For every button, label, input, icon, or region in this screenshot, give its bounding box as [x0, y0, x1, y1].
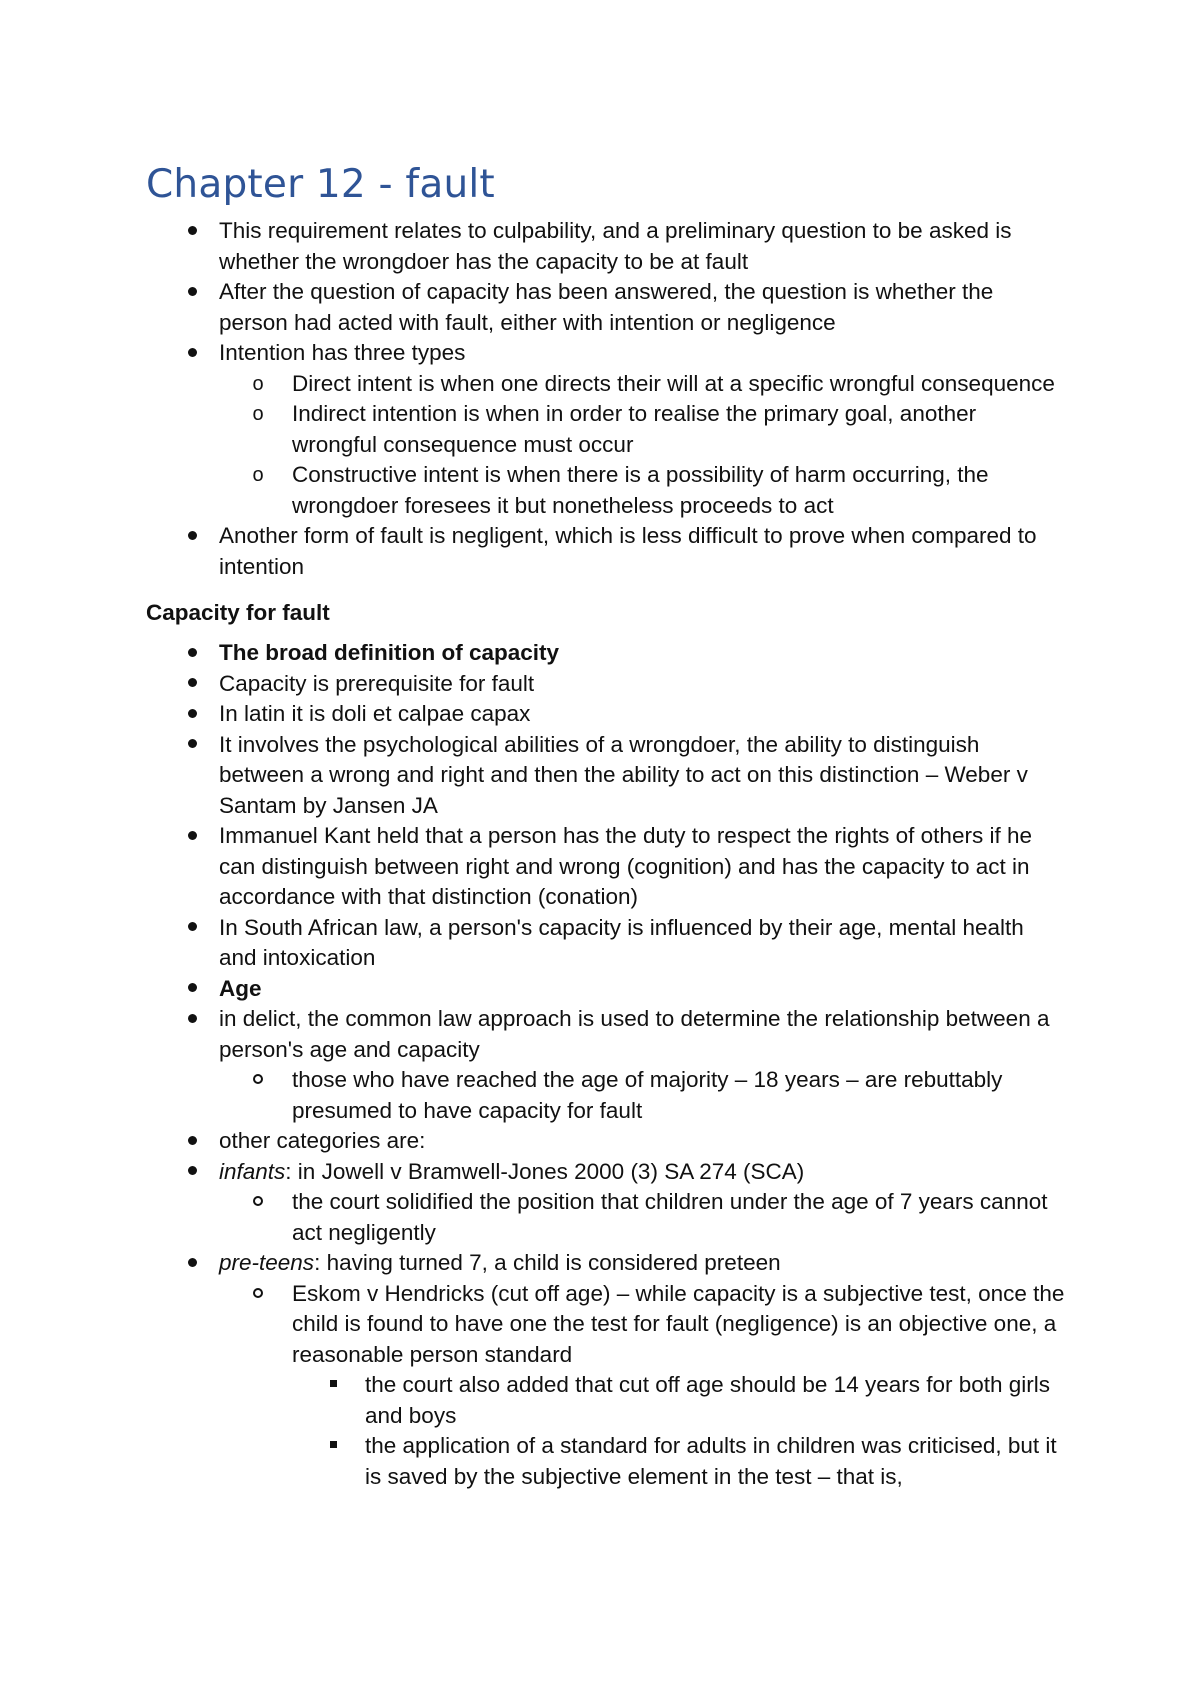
square-bullet-icon	[326, 1370, 340, 1401]
age-sublist	[219, 1065, 1066, 1126]
list-item: other categories are:	[146, 1126, 1066, 1157]
bullet-icon	[185, 338, 199, 369]
chapter-title: Chapter 12 - fault	[146, 162, 495, 207]
bullet-icon	[185, 699, 199, 730]
list-item: o Indirect intention is when in order to realise the primary goal, another wrongful consequence must occur	[252, 401, 977, 457]
list-item: In latin it is doli et calpae capax	[146, 699, 1066, 730]
list-item: After the question of capacity has been answered, the question is whether the person had acted with fault, either with intention or negligence	[146, 277, 1066, 338]
ring-bullet-icon	[251, 1065, 265, 1096]
list-item: In South African law, a person's capacity is influenced by their age, mental health and intoxication	[146, 913, 1066, 974]
hollow-bullet-icon: o	[252, 464, 264, 486]
list-item: Eskom v Hendricks (cut off age) – while capacity is a subjective test, once the child is found to have one the test for fault (negligence) is an objective one, a reasonable person standard the court also added that cut off age should be 14 years for both girls and boys the application of a standard for adults in children was criticised, but it is saved by the subjective element in the test – that is,	[219, 1279, 1066, 1493]
section-heading: Capacity for fault	[146, 600, 330, 625]
intention-types-list	[219, 369, 1066, 522]
list-item: o Constructive intent is when there is a possibility of harm occurring, the wrongdoer foresees it but nonetheless proceeds to act	[252, 462, 989, 518]
list-item: in delict, the common law approach is used to determine the relationship between a person's age and capacity those who have reached the age of majority – 18 years – are rebuttably presumed to have capacity for fault	[146, 1004, 1066, 1126]
list-item: those who have reached the age of majority – 18 years – are rebuttably presumed to have capacity for fault	[219, 1065, 1066, 1126]
list-item: Age	[146, 974, 1066, 1005]
bullet-icon	[185, 974, 199, 1005]
eskom-sublist	[292, 1370, 1066, 1492]
list-item: infants: in Jowell v Bramwell-Jones 2000 (3) SA 274 (SCA) the court solidified the position that children under the age of 7 years cannot act negligently	[146, 1157, 1066, 1249]
document-page	[146, 160, 1066, 1492]
list-item: Another form of fault is negligent, which is less difficult to prove when compared to intention	[146, 521, 1066, 582]
ring-bullet-icon	[251, 1279, 265, 1310]
list-item: Intention has three types o Direct intent is when one directs their will at a specific wrongful consequence o Indirect intention is when in order to realise the primary goal, another wrongful consequence must occur o Constructive intent is when there is a possibility of harm occurring, the wrongdoer foresees it but nonetheless proceeds to act	[146, 338, 1066, 521]
bullet-icon	[185, 216, 199, 247]
bullet-icon	[185, 821, 199, 852]
bullet-icon	[185, 277, 199, 308]
preteens-sublist	[219, 1279, 1066, 1493]
list-item: the court also added that cut off age should be 14 years for both girls and boys	[292, 1370, 1066, 1431]
list-item: The broad definition of capacity	[146, 638, 1066, 669]
bullet-icon	[185, 1248, 199, 1279]
list-item: It involves the psychological abilities of a wrongdoer, the ability to distinguish between a wrong and right and then the ability to act on this distinction – Weber v Santam by Jansen JA	[146, 730, 1066, 822]
list-item: This requirement relates to culpability, and a preliminary question to be asked is whether the wrongdoer has the capacity to be at fault	[146, 216, 1066, 277]
capacity-list	[146, 638, 1066, 1492]
list-item: pre-teens: having turned 7, a child is considered preteen Eskom v Hendricks (cut off age) – while capacity is a subjective test, once the child is found to have one the test for fault (negligence) is an objective one, a reasonable person standard the court also added that cut off age should be 14 years for both girls and boys the application of a standard for adults in children was criticised, but it is saved by the subjective element in the test – that is,	[146, 1248, 1066, 1492]
bullet-icon	[185, 1126, 199, 1157]
ring-bullet-icon	[251, 1187, 265, 1218]
intro-list	[146, 216, 1066, 582]
bullet-icon	[185, 669, 199, 700]
bullet-icon	[185, 638, 199, 669]
bullet-icon	[185, 521, 199, 552]
bullet-icon	[185, 913, 199, 944]
infants-sublist	[219, 1187, 1066, 1248]
list-item: Capacity is prerequisite for fault	[146, 669, 1066, 700]
hollow-bullet-icon: o	[252, 403, 264, 425]
hollow-bullet-icon: o	[252, 372, 264, 395]
list-item: the court solidified the position that children under the age of 7 years cannot act negligently	[219, 1187, 1066, 1248]
bullet-icon	[185, 1157, 199, 1188]
list-item: Immanuel Kant held that a person has the duty to respect the rights of others if he can distinguish between right and wrong (cognition) and has the capacity to act in accordance with that distinction (conation)	[146, 821, 1066, 913]
bullet-icon	[185, 1004, 199, 1035]
square-bullet-icon	[326, 1431, 340, 1462]
list-item: the application of a standard for adults in children was criticised, but it is saved by the subjective element in the test – that is,	[292, 1431, 1066, 1492]
list-item: o Direct intent is when one directs their will at a specific wrongful consequence	[219, 369, 1066, 400]
bullet-icon	[185, 730, 199, 761]
